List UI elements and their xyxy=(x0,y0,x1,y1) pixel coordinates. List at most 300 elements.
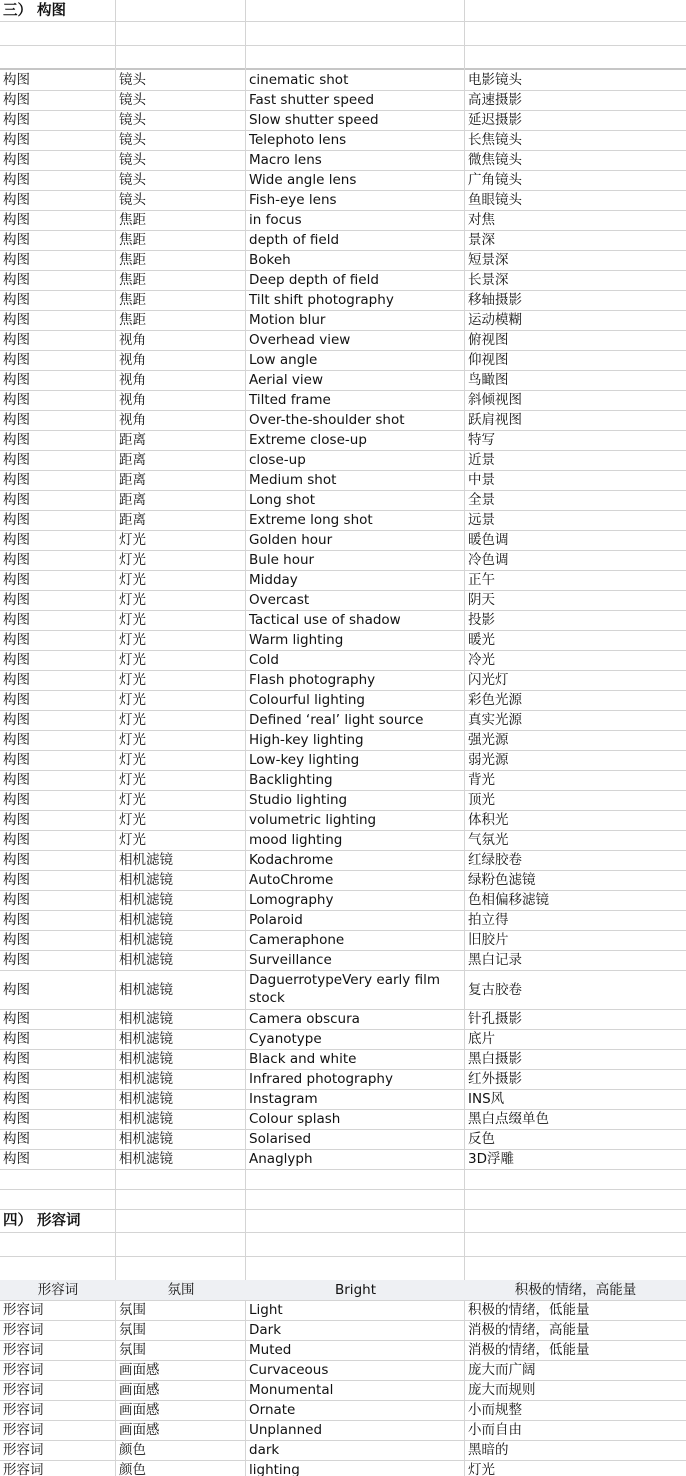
english-term-cell[interactable]: Light xyxy=(249,1302,283,1318)
subcategory-cell[interactable]: 距离 xyxy=(119,492,146,508)
chinese-term-cell[interactable]: 远景 xyxy=(468,512,495,528)
chinese-term-cell[interactable]: 彩色光源 xyxy=(468,692,522,708)
english-term-cell[interactable]: in focus xyxy=(249,212,302,228)
subcategory-cell[interactable]: 画面感 xyxy=(119,1362,160,1378)
subcategory-cell[interactable]: 距离 xyxy=(119,452,146,468)
english-term-cell[interactable]: Lomography xyxy=(249,892,334,908)
chinese-term-cell[interactable]: 暖色调 xyxy=(468,532,509,548)
subcategory-cell[interactable]: 焦距 xyxy=(119,272,146,288)
category-cell[interactable]: 构图 xyxy=(3,981,30,998)
category-cell[interactable]: 形容词 xyxy=(3,1442,44,1458)
english-term-cell[interactable]: Telephoto lens xyxy=(249,132,347,148)
chinese-term-cell[interactable]: 中景 xyxy=(468,472,495,488)
chinese-term-cell[interactable]: 俯视图 xyxy=(468,332,509,348)
category-cell[interactable]: 构图 xyxy=(3,132,30,148)
category-cell[interactable]: 形容词 xyxy=(3,1342,44,1358)
english-term-cell[interactable]: Black and white xyxy=(249,1051,357,1067)
subcategory-cell[interactable]: 距离 xyxy=(119,432,146,448)
subcategory-cell[interactable]: 灯光 xyxy=(119,612,146,628)
section-title[interactable]: 三） 构图 xyxy=(3,2,67,19)
english-term-cell[interactable]: Colour splash xyxy=(249,1111,341,1127)
english-term-cell[interactable]: Colourful lighting xyxy=(249,692,365,708)
english-term-cell[interactable]: Monumental xyxy=(249,1382,334,1398)
english-term-cell[interactable]: Cold xyxy=(249,652,280,668)
chinese-term-cell[interactable]: 斜倾视图 xyxy=(468,392,522,408)
chinese-term-cell[interactable]: 阴天 xyxy=(468,592,495,608)
category-cell[interactable]: 构图 xyxy=(3,212,30,228)
english-term-cell[interactable]: Motion blur xyxy=(249,312,326,328)
category-cell[interactable]: 形容词 xyxy=(3,1322,44,1338)
subcategory-cell[interactable]: 相机滤镜 xyxy=(119,1111,173,1127)
chinese-term-cell[interactable]: 强光源 xyxy=(468,732,509,748)
category-cell[interactable]: 构图 xyxy=(3,312,30,328)
chinese-term-cell[interactable]: 体积光 xyxy=(468,812,509,828)
chinese-term-cell[interactable]: 冷光 xyxy=(468,652,495,668)
chinese-term-cell[interactable]: 电影镜头 xyxy=(468,72,522,88)
subcategory-cell[interactable]: 灯光 xyxy=(119,572,146,588)
subcategory-cell[interactable]: 相机滤镜 xyxy=(119,952,173,968)
category-cell[interactable]: 构图 xyxy=(3,952,30,968)
category-cell[interactable]: 构图 xyxy=(3,292,30,308)
subcategory-cell[interactable]: 灯光 xyxy=(119,532,146,548)
english-term-cell[interactable]: Over-the-shoulder shot xyxy=(249,412,405,428)
subcategory-cell[interactable]: 灯光 xyxy=(119,812,146,828)
subcategory-cell[interactable]: 灯光 xyxy=(119,732,146,748)
chinese-term-cell[interactable]: 拍立得 xyxy=(468,912,509,928)
category-cell[interactable]: 构图 xyxy=(3,112,30,128)
chinese-term-cell[interactable]: 微焦镜头 xyxy=(468,152,522,168)
subcategory-cell[interactable]: 相机滤镜 xyxy=(119,1011,173,1027)
category-cell[interactable]: 构图 xyxy=(3,512,30,528)
subcategory-cell[interactable]: 灯光 xyxy=(119,652,146,668)
category-cell[interactable]: 构图 xyxy=(3,732,30,748)
category-cell[interactable]: 构图 xyxy=(3,72,30,88)
chinese-term-cell[interactable]: 弱光源 xyxy=(468,752,509,768)
subcategory-cell[interactable]: 镜头 xyxy=(119,152,146,168)
category-cell[interactable]: 构图 xyxy=(3,932,30,948)
english-term-cell[interactable]: Fish-eye lens xyxy=(249,192,337,208)
column-header[interactable]: 形容词 xyxy=(0,1280,116,1300)
subcategory-cell[interactable]: 视角 xyxy=(119,372,146,388)
english-term-cell[interactable]: Cameraphone xyxy=(249,932,345,948)
category-cell[interactable]: 构图 xyxy=(3,852,30,868)
empty-cell[interactable] xyxy=(116,1189,246,1209)
english-term-cell[interactable]: Backlighting xyxy=(249,772,333,788)
column-header[interactable]: 积极的情绪，高能量 xyxy=(465,1280,686,1300)
table-row xyxy=(0,1129,686,1149)
subcategory-cell[interactable]: 相机滤镜 xyxy=(119,1031,173,1047)
chinese-term-cell[interactable]: 投影 xyxy=(468,612,495,628)
table-row xyxy=(0,1420,686,1440)
english-term-cell[interactable]: Wide angle lens xyxy=(249,172,357,188)
chinese-term-cell[interactable]: 积极的情绪，低能量 xyxy=(468,1302,590,1318)
table-row xyxy=(0,410,686,430)
category-cell[interactable]: 构图 xyxy=(3,1051,30,1067)
category-cell[interactable]: 构图 xyxy=(3,252,30,268)
subcategory-cell[interactable]: 画面感 xyxy=(119,1382,160,1398)
empty-cell[interactable] xyxy=(246,21,465,45)
table-row xyxy=(0,1149,686,1169)
category-cell[interactable]: 构图 xyxy=(3,892,30,908)
subcategory-cell[interactable]: 相机滤镜 xyxy=(119,981,173,998)
subcategory-cell[interactable]: 画面感 xyxy=(119,1422,160,1438)
chinese-term-cell[interactable]: 黑白记录 xyxy=(468,952,522,968)
table-row xyxy=(0,1009,686,1029)
table-row xyxy=(0,70,686,90)
english-term-cell[interactable]: High-key lighting xyxy=(249,732,364,748)
category-cell[interactable]: 构图 xyxy=(3,1071,30,1087)
empty-cell[interactable] xyxy=(0,1169,116,1189)
category-cell[interactable]: 构图 xyxy=(3,1131,30,1147)
category-cell[interactable]: 构图 xyxy=(3,752,30,768)
english-term-cell[interactable]: Ornate xyxy=(249,1402,296,1418)
empty-cell[interactable] xyxy=(116,1169,246,1189)
chinese-term-cell[interactable]: 对焦 xyxy=(468,212,495,228)
chinese-term-cell[interactable]: 小而自由 xyxy=(468,1422,522,1438)
subcategory-cell[interactable]: 画面感 xyxy=(119,1402,160,1418)
subcategory-cell[interactable]: 氛围 xyxy=(119,1302,146,1318)
category-cell[interactable]: 构图 xyxy=(3,172,30,188)
english-term-cell[interactable]: Cyanotype xyxy=(249,1031,322,1047)
table-row xyxy=(0,110,686,130)
subcategory-cell[interactable]: 焦距 xyxy=(119,252,146,268)
subcategory-cell[interactable]: 相机滤镜 xyxy=(119,852,173,868)
english-term-cell[interactable]: Tilt shift photography xyxy=(249,292,394,308)
subcategory-cell[interactable]: 灯光 xyxy=(119,792,146,808)
english-term-cell[interactable]: Surveillance xyxy=(249,952,332,968)
english-term-cell[interactable]: Midday xyxy=(249,572,298,588)
empty-cell[interactable] xyxy=(246,1256,465,1280)
chinese-term-cell[interactable]: 短景深 xyxy=(468,252,509,268)
subcategory-cell[interactable]: 焦距 xyxy=(119,292,146,308)
chinese-term-cell[interactable]: 鱼眼镜头 xyxy=(468,192,522,208)
chinese-term-cell[interactable]: 延迟摄影 xyxy=(468,112,522,128)
category-cell[interactable]: 构图 xyxy=(3,832,30,848)
category-cell[interactable]: 构图 xyxy=(3,652,30,668)
english-term-cell[interactable]: Fast shutter speed xyxy=(249,92,375,108)
english-term-cell[interactable]: Bokeh xyxy=(249,252,291,268)
category-cell[interactable]: 构图 xyxy=(3,692,30,708)
chinese-term-cell[interactable]: 反色 xyxy=(468,1131,495,1147)
english-term-cell[interactable]: close-up xyxy=(249,452,306,468)
subcategory-cell[interactable]: 相机滤镜 xyxy=(119,912,173,928)
table-row xyxy=(0,210,686,230)
subcategory-cell[interactable]: 相机滤镜 xyxy=(119,1131,173,1147)
subcategory-cell[interactable]: 氛围 xyxy=(119,1322,146,1338)
category-cell[interactable]: 构图 xyxy=(3,612,30,628)
category-cell[interactable]: 构图 xyxy=(3,412,30,428)
chinese-term-cell[interactable]: 底片 xyxy=(468,1031,495,1047)
english-term-cell[interactable]: Unplanned xyxy=(249,1422,323,1438)
english-term-cell[interactable]: Infrared photography xyxy=(249,1071,393,1087)
english-term-cell[interactable]: Warm lighting xyxy=(249,632,344,648)
category-cell[interactable]: 构图 xyxy=(3,472,30,488)
chinese-term-cell[interactable]: 黑白点缀单色 xyxy=(468,1111,549,1127)
chinese-term-cell[interactable]: 消极的情绪，高能量 xyxy=(468,1322,590,1338)
chinese-term-cell[interactable]: 庞大而广阔 xyxy=(468,1362,536,1378)
category-cell[interactable]: 构图 xyxy=(3,272,30,288)
subcategory-cell[interactable]: 视角 xyxy=(119,392,146,408)
english-term-cell[interactable]: Tilted frame xyxy=(249,392,331,408)
english-term-cell[interactable]: Low angle xyxy=(249,352,318,368)
english-term-cell[interactable]: Medium shot xyxy=(249,472,337,488)
chinese-term-cell[interactable]: 复古胶卷 xyxy=(468,981,522,998)
category-cell[interactable]: 构图 xyxy=(3,232,30,248)
english-term-cell[interactable]: dark xyxy=(249,1442,280,1458)
chinese-term-cell[interactable]: 背光 xyxy=(468,772,495,788)
english-term-cell[interactable]: Bule hour xyxy=(249,552,315,568)
category-cell[interactable]: 构图 xyxy=(3,352,30,368)
empty-cell[interactable] xyxy=(246,1169,465,1189)
category-cell[interactable]: 构图 xyxy=(3,1091,30,1107)
empty-cell[interactable] xyxy=(246,1189,465,1209)
subcategory-cell[interactable]: 相机滤镜 xyxy=(119,1151,173,1167)
chinese-term-cell[interactable]: 广角镜头 xyxy=(468,172,522,188)
english-term-cell[interactable]: Studio lighting xyxy=(249,792,348,808)
empty-cell[interactable] xyxy=(246,1232,465,1256)
section-title-row xyxy=(0,1209,686,1232)
subcategory-cell[interactable]: 相机滤镜 xyxy=(119,932,173,948)
subcategory-cell[interactable]: 焦距 xyxy=(119,232,146,248)
chinese-term-cell[interactable]: 特写 xyxy=(468,432,495,448)
english-term-cell[interactable]: Extreme long shot xyxy=(249,512,373,528)
chinese-term-cell[interactable]: 近景 xyxy=(468,452,495,468)
subcategory-cell[interactable]: 灯光 xyxy=(119,632,146,648)
chinese-term-cell[interactable]: 3D浮雕 xyxy=(468,1151,514,1167)
category-cell[interactable]: 构图 xyxy=(3,452,30,468)
subcategory-cell[interactable]: 焦距 xyxy=(119,312,146,328)
chinese-term-cell[interactable]: 暖光 xyxy=(468,632,495,648)
chinese-term-cell[interactable]: 小而规整 xyxy=(468,1402,522,1418)
english-term-cell[interactable]: Muted xyxy=(249,1342,292,1358)
chinese-term-cell[interactable]: 庞大而规则 xyxy=(468,1382,536,1398)
chinese-term-cell[interactable]: 黑暗的 xyxy=(468,1442,509,1458)
subcategory-cell[interactable]: 氛围 xyxy=(119,1342,146,1358)
subcategory-cell[interactable]: 镜头 xyxy=(119,192,146,208)
english-term-cell[interactable]: Solarised xyxy=(249,1131,312,1147)
chinese-term-cell[interactable]: 冷色调 xyxy=(468,552,509,568)
category-cell[interactable]: 构图 xyxy=(3,532,30,548)
category-cell[interactable]: 构图 xyxy=(3,1031,30,1047)
english-term-cell[interactable]: Macro lens xyxy=(249,152,322,168)
subcategory-cell[interactable]: 灯光 xyxy=(119,672,146,688)
empty-cell[interactable] xyxy=(116,45,246,69)
category-cell[interactable]: 构图 xyxy=(3,632,30,648)
empty-cell[interactable] xyxy=(465,1189,686,1209)
english-term-cell[interactable]: AutoChrome xyxy=(249,872,334,888)
chinese-term-cell[interactable]: 景深 xyxy=(468,232,495,248)
category-cell[interactable]: 构图 xyxy=(3,1111,30,1127)
category-cell[interactable]: 构图 xyxy=(3,1151,30,1167)
english-term-cell[interactable]: Camera obscura xyxy=(249,1011,360,1027)
empty-cell[interactable] xyxy=(116,21,246,45)
chinese-term-cell[interactable]: 鸟瞰图 xyxy=(468,372,509,388)
category-cell[interactable]: 构图 xyxy=(3,92,30,108)
english-term-cell[interactable]: Defined ‘real’ light source xyxy=(249,712,424,728)
chinese-term-cell[interactable]: 运动模糊 xyxy=(468,312,522,328)
chinese-term-cell[interactable]: 长景深 xyxy=(468,272,509,288)
english-term-cell[interactable]: Extreme close-up xyxy=(249,432,367,448)
english-term-cell[interactable]: Instagram xyxy=(249,1091,318,1107)
subcategory-cell[interactable]: 相机滤镜 xyxy=(119,892,173,908)
category-cell[interactable]: 形容词 xyxy=(3,1362,44,1378)
english-term-cell[interactable]: Polaroid xyxy=(249,912,303,928)
empty-cell[interactable] xyxy=(0,1256,116,1280)
subcategory-cell[interactable]: 灯光 xyxy=(119,772,146,788)
category-cell[interactable]: 构图 xyxy=(3,372,30,388)
category-cell[interactable]: 构图 xyxy=(3,432,30,448)
chinese-term-cell[interactable]: 针孔摄影 xyxy=(468,1011,522,1027)
table-row xyxy=(0,1340,686,1360)
chinese-term-cell[interactable]: 消极的情绪，低能量 xyxy=(468,1342,590,1358)
empty-cell[interactable] xyxy=(465,45,686,69)
english-term-cell[interactable]: Deep depth of field xyxy=(249,272,379,288)
subcategory-cell[interactable]: 灯光 xyxy=(119,832,146,848)
chinese-term-cell[interactable]: 旧胶片 xyxy=(468,932,509,948)
empty-cell[interactable] xyxy=(0,1189,116,1209)
category-cell[interactable]: 构图 xyxy=(3,332,30,348)
column-header[interactable]: Bright xyxy=(246,1280,465,1300)
chinese-term-cell[interactable]: 色相偏移滤镜 xyxy=(468,892,549,908)
category-cell[interactable]: 构图 xyxy=(3,912,30,928)
table-row xyxy=(0,1380,686,1400)
subcategory-cell[interactable]: 镜头 xyxy=(119,72,146,88)
subcategory-cell[interactable]: 视角 xyxy=(119,352,146,368)
subcategory-cell[interactable]: 视角 xyxy=(119,412,146,428)
category-cell[interactable]: 构图 xyxy=(3,392,30,408)
subcategory-cell[interactable]: 灯光 xyxy=(119,712,146,728)
subcategory-cell[interactable]: 镜头 xyxy=(119,132,146,148)
english-term-cell[interactable]: cinematic shot xyxy=(249,72,349,88)
category-cell[interactable]: 构图 xyxy=(3,1011,30,1027)
english-term-cell[interactable]: Aerial view xyxy=(249,372,324,388)
english-term-cell[interactable]: Long shot xyxy=(249,492,316,508)
subcategory-cell[interactable]: 灯光 xyxy=(119,752,146,768)
empty-cell[interactable] xyxy=(246,45,465,69)
table-row xyxy=(0,510,686,530)
english-term-cell[interactable]: Golden hour xyxy=(249,532,333,548)
english-term-cell[interactable]: Overhead view xyxy=(249,332,351,348)
table-row xyxy=(0,170,686,190)
chinese-term-cell[interactable]: 灯光 xyxy=(468,1462,495,1476)
english-term-cell[interactable]: Dark xyxy=(249,1322,282,1338)
english-term-cell[interactable]: Tactical use of shadow xyxy=(249,612,401,628)
category-cell[interactable]: 构图 xyxy=(3,152,30,168)
english-term-cell[interactable]: Kodachrome xyxy=(249,852,334,868)
english-term-cell[interactable]: Flash photography xyxy=(249,672,376,688)
english-term-cell[interactable]: Low-key lighting xyxy=(249,752,360,768)
subcategory-cell[interactable]: 颜色 xyxy=(119,1442,146,1458)
category-cell[interactable]: 构图 xyxy=(3,672,30,688)
english-term-cell[interactable]: DaguerrotypeVery early film stock xyxy=(249,972,440,1006)
category-cell[interactable]: 构图 xyxy=(3,872,30,888)
table-row xyxy=(0,1360,686,1380)
empty-row xyxy=(0,1189,686,1209)
english-term-cell[interactable]: Anaglyph xyxy=(249,1151,313,1167)
chinese-term-cell[interactable]: 绿粉色滤镜 xyxy=(468,872,536,888)
chinese-term-cell[interactable]: 红绿胶卷 xyxy=(468,852,522,868)
category-cell[interactable]: 构图 xyxy=(3,792,30,808)
chinese-term-cell[interactable]: 高速摄影 xyxy=(468,92,522,108)
subcategory-cell[interactable]: 视角 xyxy=(119,332,146,348)
chinese-term-cell[interactable]: 正午 xyxy=(468,572,495,588)
subcategory-cell[interactable]: 灯光 xyxy=(119,692,146,708)
subcategory-cell[interactable]: 镜头 xyxy=(119,92,146,108)
subcategory-cell[interactable]: 相机滤镜 xyxy=(119,872,173,888)
chinese-term-cell[interactable]: 全景 xyxy=(468,492,495,508)
category-cell[interactable]: 形容词 xyxy=(3,1382,44,1398)
category-cell[interactable]: 构图 xyxy=(3,592,30,608)
chinese-term-cell[interactable]: 黑白摄影 xyxy=(468,1051,522,1067)
table-row xyxy=(0,490,686,510)
chinese-term-cell[interactable]: INS风 xyxy=(468,1091,505,1107)
chinese-term-cell[interactable]: 红外摄影 xyxy=(468,1071,522,1087)
category-cell[interactable]: 构图 xyxy=(3,712,30,728)
chinese-term-cell[interactable]: 仰视图 xyxy=(468,352,509,368)
empty-cell[interactable] xyxy=(465,21,686,45)
subcategory-cell[interactable]: 距离 xyxy=(119,512,146,528)
subcategory-cell[interactable]: 镜头 xyxy=(119,112,146,128)
chinese-term-cell[interactable]: 气氛光 xyxy=(468,832,509,848)
empty-cell[interactable] xyxy=(465,1232,686,1256)
english-term-cell[interactable]: mood lighting xyxy=(249,832,343,848)
category-cell[interactable]: 构图 xyxy=(3,812,30,828)
category-cell[interactable]: 构图 xyxy=(3,492,30,508)
empty-cell[interactable] xyxy=(0,1232,116,1256)
english-term-cell[interactable]: Slow shutter speed xyxy=(249,112,379,128)
empty-cell[interactable] xyxy=(0,21,116,45)
subcategory-cell[interactable]: 颜色 xyxy=(119,1462,146,1476)
english-term-cell[interactable]: lighting xyxy=(249,1462,300,1476)
category-cell[interactable]: 构图 xyxy=(3,772,30,788)
subcategory-cell[interactable]: 相机滤镜 xyxy=(119,1091,173,1107)
empty-cell[interactable] xyxy=(116,1232,246,1256)
subcategory-cell[interactable]: 相机滤镜 xyxy=(119,1071,173,1087)
category-cell[interactable]: 构图 xyxy=(3,572,30,588)
subcategory-cell[interactable]: 灯光 xyxy=(119,552,146,568)
empty-cell[interactable] xyxy=(465,1256,686,1280)
category-cell[interactable]: 构图 xyxy=(3,192,30,208)
chinese-term-cell[interactable]: 闪光灯 xyxy=(468,672,509,688)
empty-cell[interactable] xyxy=(0,45,116,69)
chinese-term-cell[interactable]: 顶光 xyxy=(468,792,495,808)
subcategory-cell[interactable]: 焦距 xyxy=(119,212,146,228)
english-term-cell[interactable]: Overcast xyxy=(249,592,310,608)
subcategory-cell[interactable]: 镜头 xyxy=(119,172,146,188)
section-title[interactable]: 四） 形容词 xyxy=(3,1212,81,1229)
column-header[interactable]: 氛围 xyxy=(116,1280,246,1300)
chinese-term-cell[interactable]: 长焦镜头 xyxy=(468,132,522,148)
english-term-cell[interactable]: Curvaceous xyxy=(249,1362,329,1378)
subcategory-cell[interactable]: 相机滤镜 xyxy=(119,1051,173,1067)
chinese-term-cell[interactable]: 跃肩视图 xyxy=(468,412,522,428)
english-term-cell[interactable]: depth of field xyxy=(249,232,340,248)
chinese-term-cell[interactable]: 真实光源 xyxy=(468,712,522,728)
subcategory-cell[interactable]: 灯光 xyxy=(119,592,146,608)
english-term-cell[interactable]: volumetric lighting xyxy=(249,812,377,828)
empty-cell[interactable] xyxy=(116,1256,246,1280)
category-cell[interactable]: 形容词 xyxy=(3,1302,44,1318)
table-row xyxy=(0,890,686,910)
category-cell[interactable]: 形容词 xyxy=(3,1462,44,1476)
category-cell[interactable]: 形容词 xyxy=(3,1422,44,1438)
category-cell[interactable]: 形容词 xyxy=(3,1402,44,1418)
table-row xyxy=(0,1400,686,1420)
subcategory-cell[interactable]: 距离 xyxy=(119,472,146,488)
category-cell[interactable]: 构图 xyxy=(3,552,30,568)
empty-cell[interactable] xyxy=(465,1169,686,1189)
chinese-term-cell[interactable]: 移轴摄影 xyxy=(468,292,522,308)
